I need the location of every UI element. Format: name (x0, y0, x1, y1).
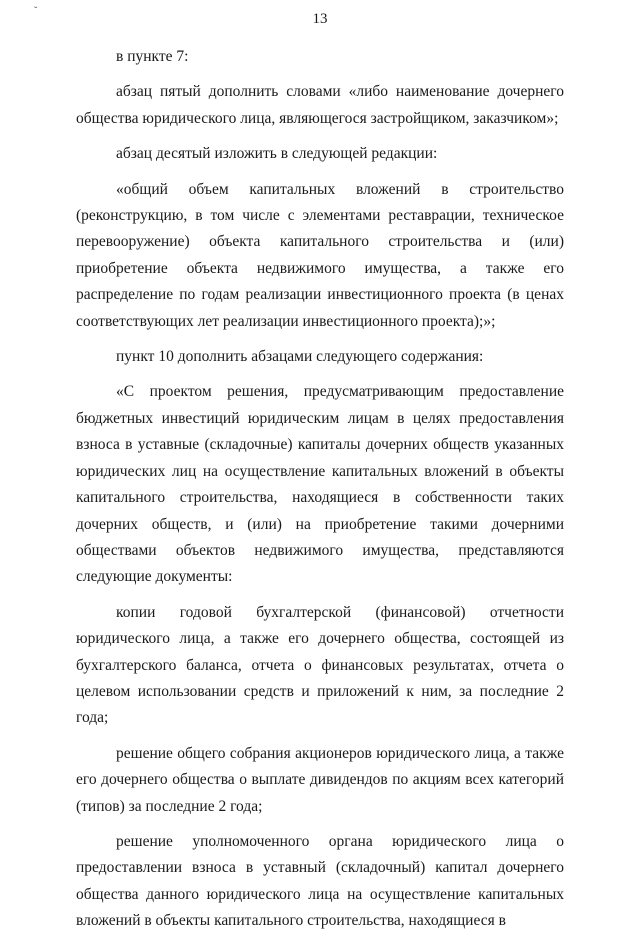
paragraph-shareholders-decision: решение общего собрания акционеров юридического лица, а также его дочернего общества о выплате дивидендов по акциям всех категорий (типов) за последние 2 года; (76, 744, 564, 815)
page-number: 13 (312, 11, 328, 27)
paragraph-tenth-clause-intro: абзац десятый изложить в следующей редакции: (116, 145, 438, 163)
document-body (76, 44, 564, 935)
paragraph-authorized-body-decision: решение уполномоченного органа юридического лица о предоставлении взноса в уставный (складочный) капитал дочернего общества данного юридического лица на осуществление капитальных вложений в объекты капитального строительства, находящиеся в (76, 832, 564, 930)
paragraph-point-7-intro: в пункте 7: (116, 48, 189, 65)
paragraph-point-10-intro: пункт 10 дополнить абзацами следующего содержания: (116, 348, 484, 366)
paragraph-accounting-reports: копии годовой бухгалтерской (финансовой) отчетности юридического лица, а также его дочернего общества, состоящей из бухгалтерского баланса, отчета о финансовых результатах, отчета о целевом использовании средств и приложений к ним, за последние 2 года; (76, 603, 564, 727)
paragraph-capital-investment-volume: «общий объем капитальных вложений в строительство (реконструкцию, в том числе с элементами реставрации, техническое перевооружение) объекта капитального строительства и (или) приобретение объекта недвижимого имущества, а также его распределение по годам реализации инвестиционного проекта (в ценах соответствующих лет реализации инвестиционного проекта);»; (76, 180, 564, 330)
scan-artifact-mark: ˇ (34, 6, 38, 17)
paragraph-fifth-clause-amendment: абзац пятый дополнить словами «либо наименование дочернего общества юридического лица, являющегося застройщиком, заказчиком»; (76, 83, 564, 127)
paragraph-draft-decision-documents: «С проектом решения, предусматривающим предоставление бюджетных инвестиций юридическим лицам в целях предоставления взноса в уставные (складочные) капиталы дочерних обществ указанных юридических лиц на осуществление капитальных вложений в объекты капитального строительства, находящиеся в собственности таких дочерних обществ, и (или) на приобретение такими дочерними обществами объектов недвижимого имущества, представляются следующие документы: (76, 383, 564, 586)
